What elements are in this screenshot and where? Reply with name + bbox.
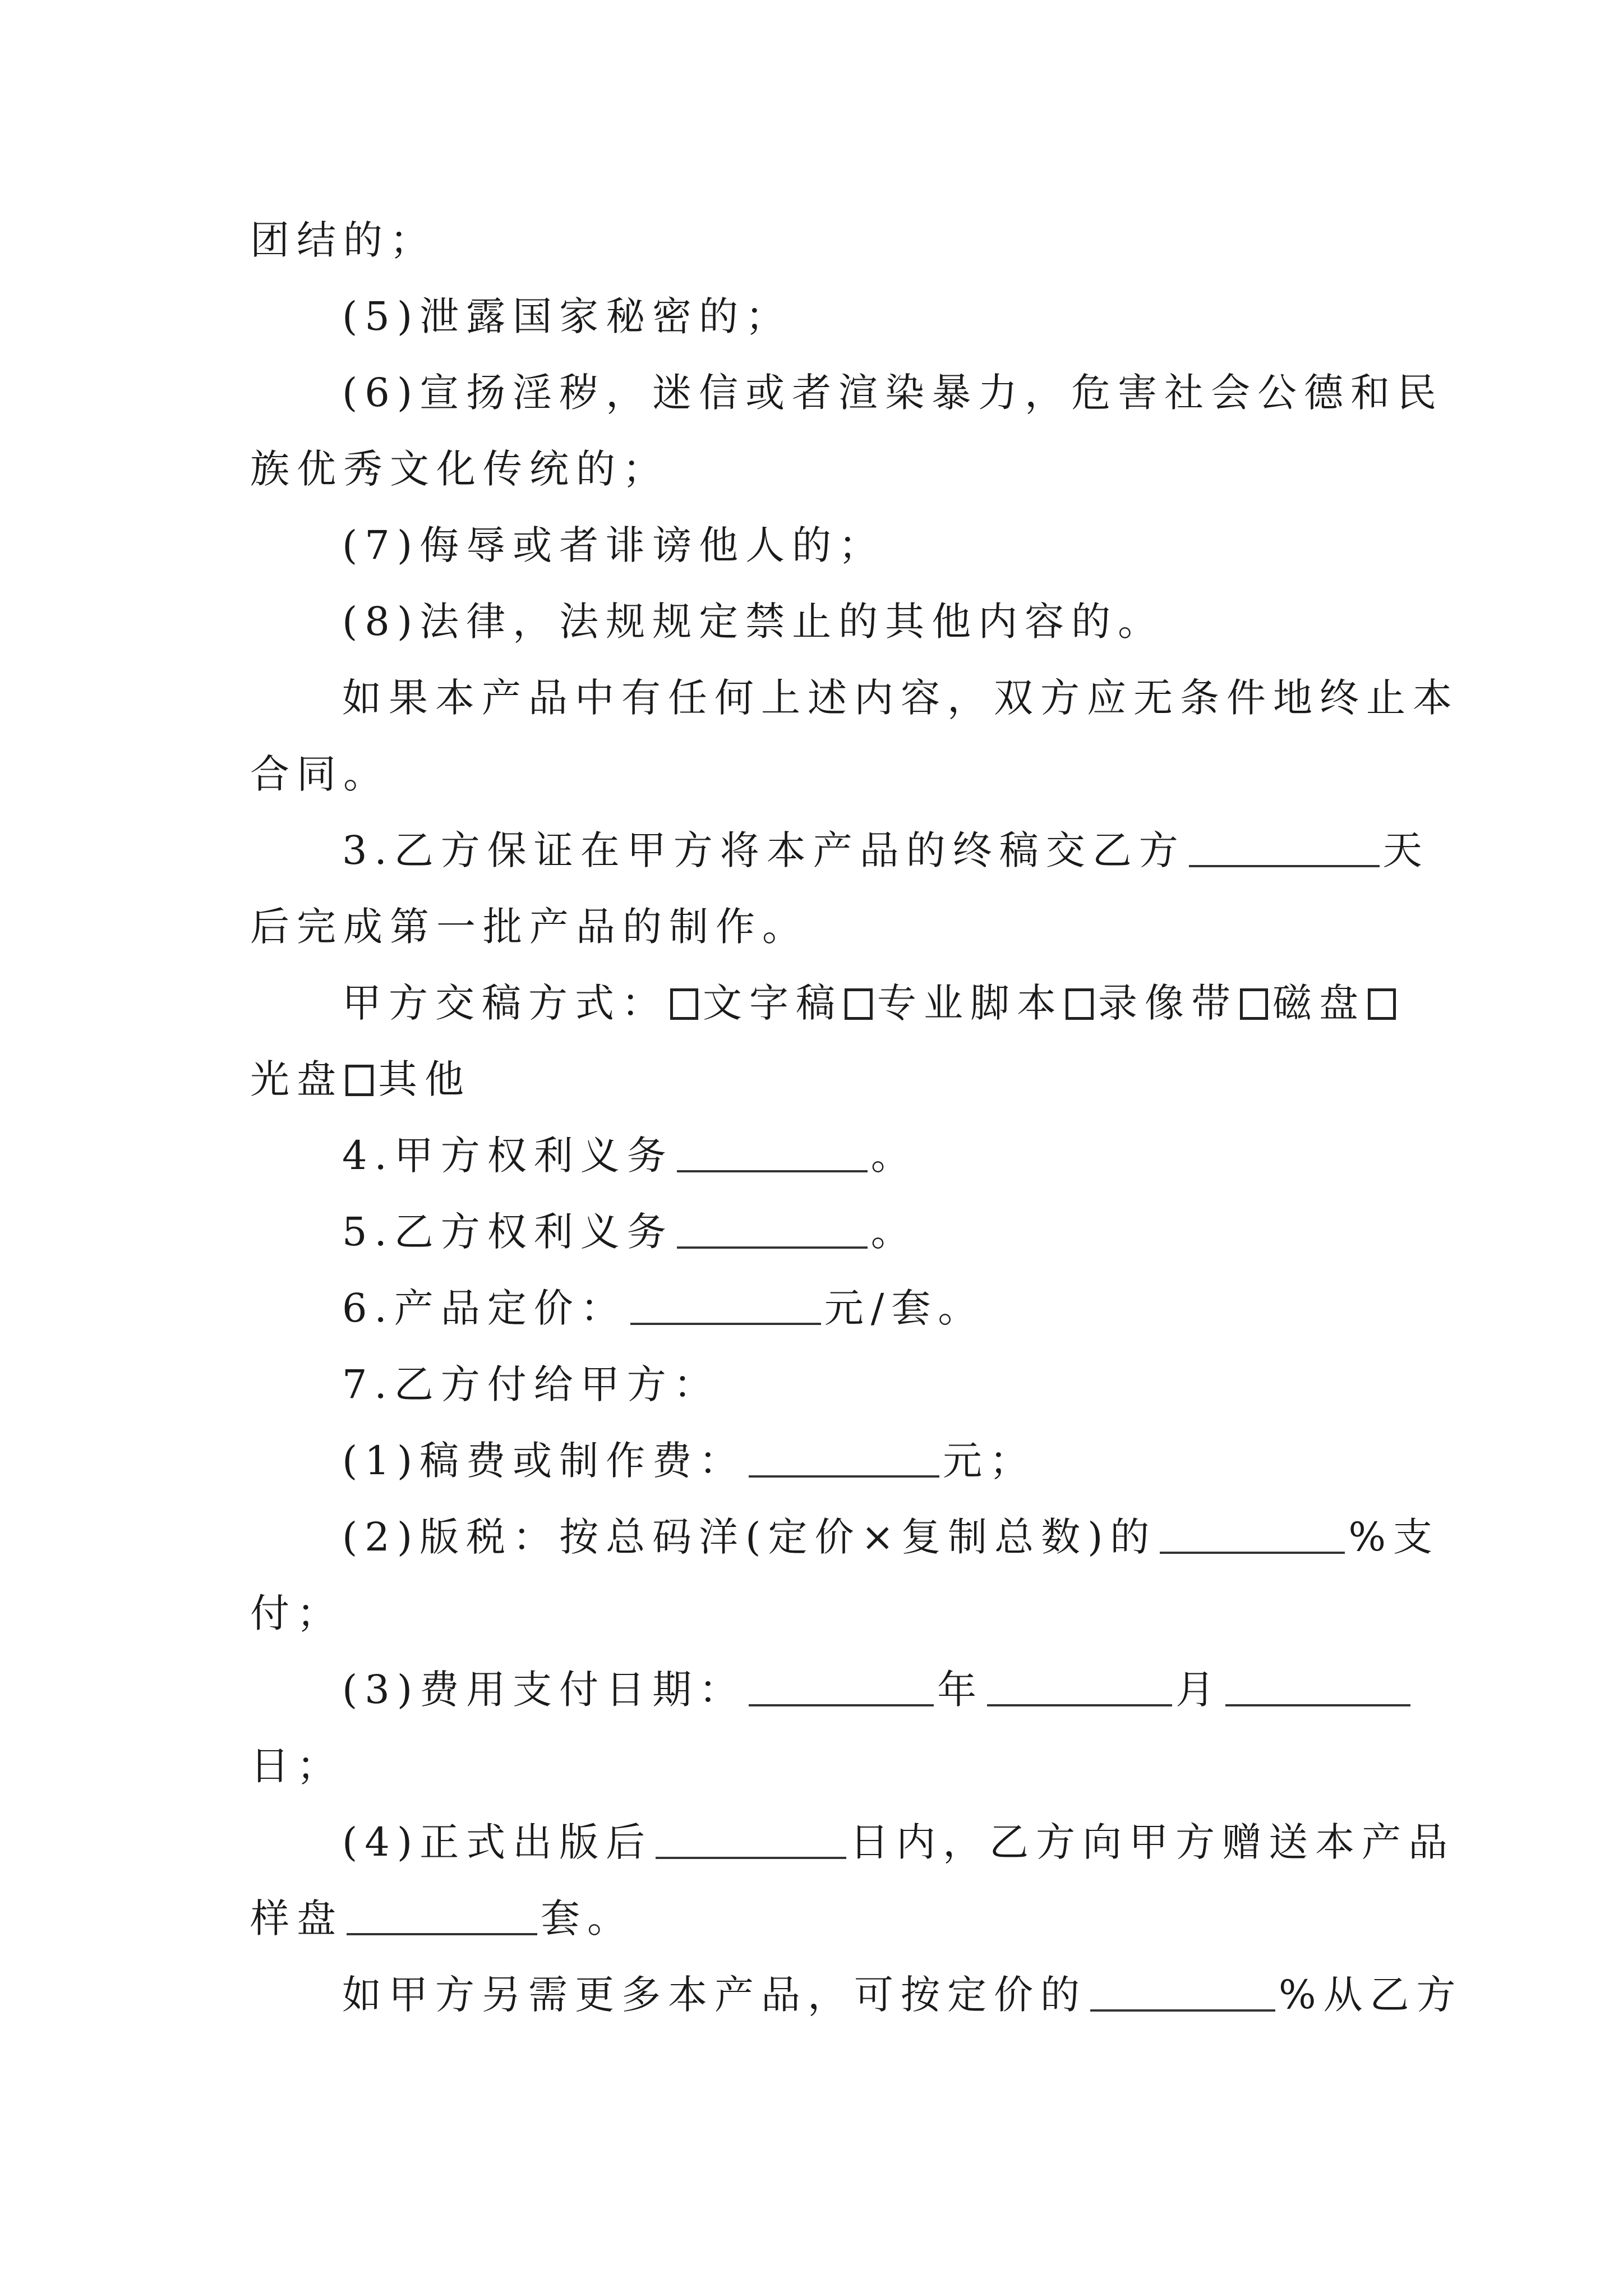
clause-5 [250,278,1377,355]
checkbox-disk-end[interactable] [1368,988,1396,1020]
text-segment: (5)泄露国家秘密的； [342,293,792,339]
text-segment: (6)宣扬淫秽，迷信或者渲染暴力，危害社会公德和民 [342,370,1444,416]
clause-6-cont [250,431,1377,507]
text-segment: (7)侮辱或者诽谤他人的； [342,522,886,568]
text-segment: 如果本产品中有任何上述内容，双方应无条件地终止本 [342,675,1459,721]
termination-paragraph [250,660,1459,736]
text-segment: 磁盘 [1272,980,1366,1026]
checkbox-other[interactable] [345,1065,374,1096]
item-7-3-cont [250,1728,1377,1804]
fill-in-blank-fee[interactable] [749,1435,939,1478]
text-segment: 天 [1382,827,1430,873]
text-segment: 合同。 [250,751,390,797]
fill-in-blank-month[interactable] [987,1664,1172,1706]
fill-in-blank-day[interactable] [1225,1664,1410,1706]
text-segment: 日； [250,1743,343,1789]
text-segment: (1)稿费或制作费： [342,1438,746,1484]
fill-in-blank-gift-days[interactable] [656,1816,846,1859]
text-segment: 后完成第一批产品的制作。 [250,904,809,950]
item-7-1 [250,1423,1377,1499]
delivery-method-cont [250,1041,1377,1117]
checkbox-disk[interactable] [1240,988,1268,1020]
text-segment: 族优秀文化传统的； [250,446,669,492]
text-segment: 7.乙方付给甲方： [342,1361,720,1407]
text-segment: 元； [943,1438,1036,1484]
contract-body [250,202,1463,2033]
text-segment: 日内，乙方向甲方赠送本产品 [850,1819,1455,1865]
extra-purchase-paragraph [250,1957,1463,2033]
item-7-3 [250,1651,1377,1728]
item-6 [250,1270,1377,1346]
text-segment: 录像带 [1098,980,1238,1026]
item-7-2 [250,1499,1440,1575]
item-3 [250,812,1430,889]
text-segment: 。 [870,1133,917,1179]
text-segment: 付； [250,1590,343,1636]
item-3-cont [250,889,1377,965]
text-segment: 文字稿 [703,980,842,1026]
fill-in-blank-year[interactable] [749,1664,934,1706]
text-segment: (8)法律，法规规定禁止的其他内容的。 [342,599,1165,645]
fill-in-blank-royalty[interactable] [1160,1511,1345,1554]
text-segment: 元/套。 [824,1285,985,1331]
text-segment: 套。 [541,1895,634,1941]
item-7-2-cont [250,1575,1377,1651]
text-segment: 3.乙方保证在甲方将本产品的终稿交乙方 [342,827,1186,873]
text-segment: 年 [937,1667,984,1713]
text-segment: 光盘 [250,1056,343,1102]
clause-6 [250,355,1444,431]
text-segment: 4.甲方权利义务 [342,1133,674,1179]
clause-8 [250,583,1377,660]
text-segment: 如甲方另需更多本产品，可按定价的 [342,1972,1087,2018]
line-1 [250,202,1377,278]
text-segment: 样盘 [250,1895,343,1941]
fill-in-blank-price[interactable] [630,1282,821,1325]
text-segment: 5.乙方权利义务 [342,1209,674,1255]
clause-7 [250,507,1377,583]
item-7-4 [250,1804,1455,1880]
fill-in-blank-days[interactable] [1189,825,1380,867]
checkbox-videotape[interactable] [1066,988,1094,1020]
item-4 [250,1117,1377,1194]
text-segment: %支 [1348,1514,1440,1560]
text-segment: 。 [870,1209,917,1255]
text-segment: (3)费用支付日期： [342,1667,746,1713]
text-segment: 甲方交稿方式： [342,980,668,1026]
termination-paragraph-cont [250,736,1377,812]
text-segment: 月 [1175,1667,1223,1713]
fill-in-blank-sample-sets[interactable] [347,1893,537,1935]
text-segment: (4)正式出版后 [342,1819,653,1865]
delivery-method [250,965,1377,1041]
fill-in-blank-party-b-rights[interactable] [677,1206,868,1249]
text-segment: 团结的； [250,217,436,263]
item-5 [250,1194,1377,1270]
text-segment: 专业脚本 [877,980,1063,1026]
checkbox-script[interactable] [845,988,873,1020]
text-segment: (2)版税：按总码洋(定价×复制总数)的 [342,1514,1157,1560]
item-7 [250,1346,1377,1423]
text-segment: %从乙方 [1279,1972,1463,2018]
checkbox-text-draft[interactable] [670,988,698,1020]
text-segment: 其他 [378,1056,471,1102]
text-segment: 6.产品定价： [342,1285,627,1331]
fill-in-blank-party-a-rights[interactable] [677,1130,868,1172]
item-7-4-cont [250,1880,1377,1957]
fill-in-blank-discount[interactable] [1090,1969,1275,2012]
